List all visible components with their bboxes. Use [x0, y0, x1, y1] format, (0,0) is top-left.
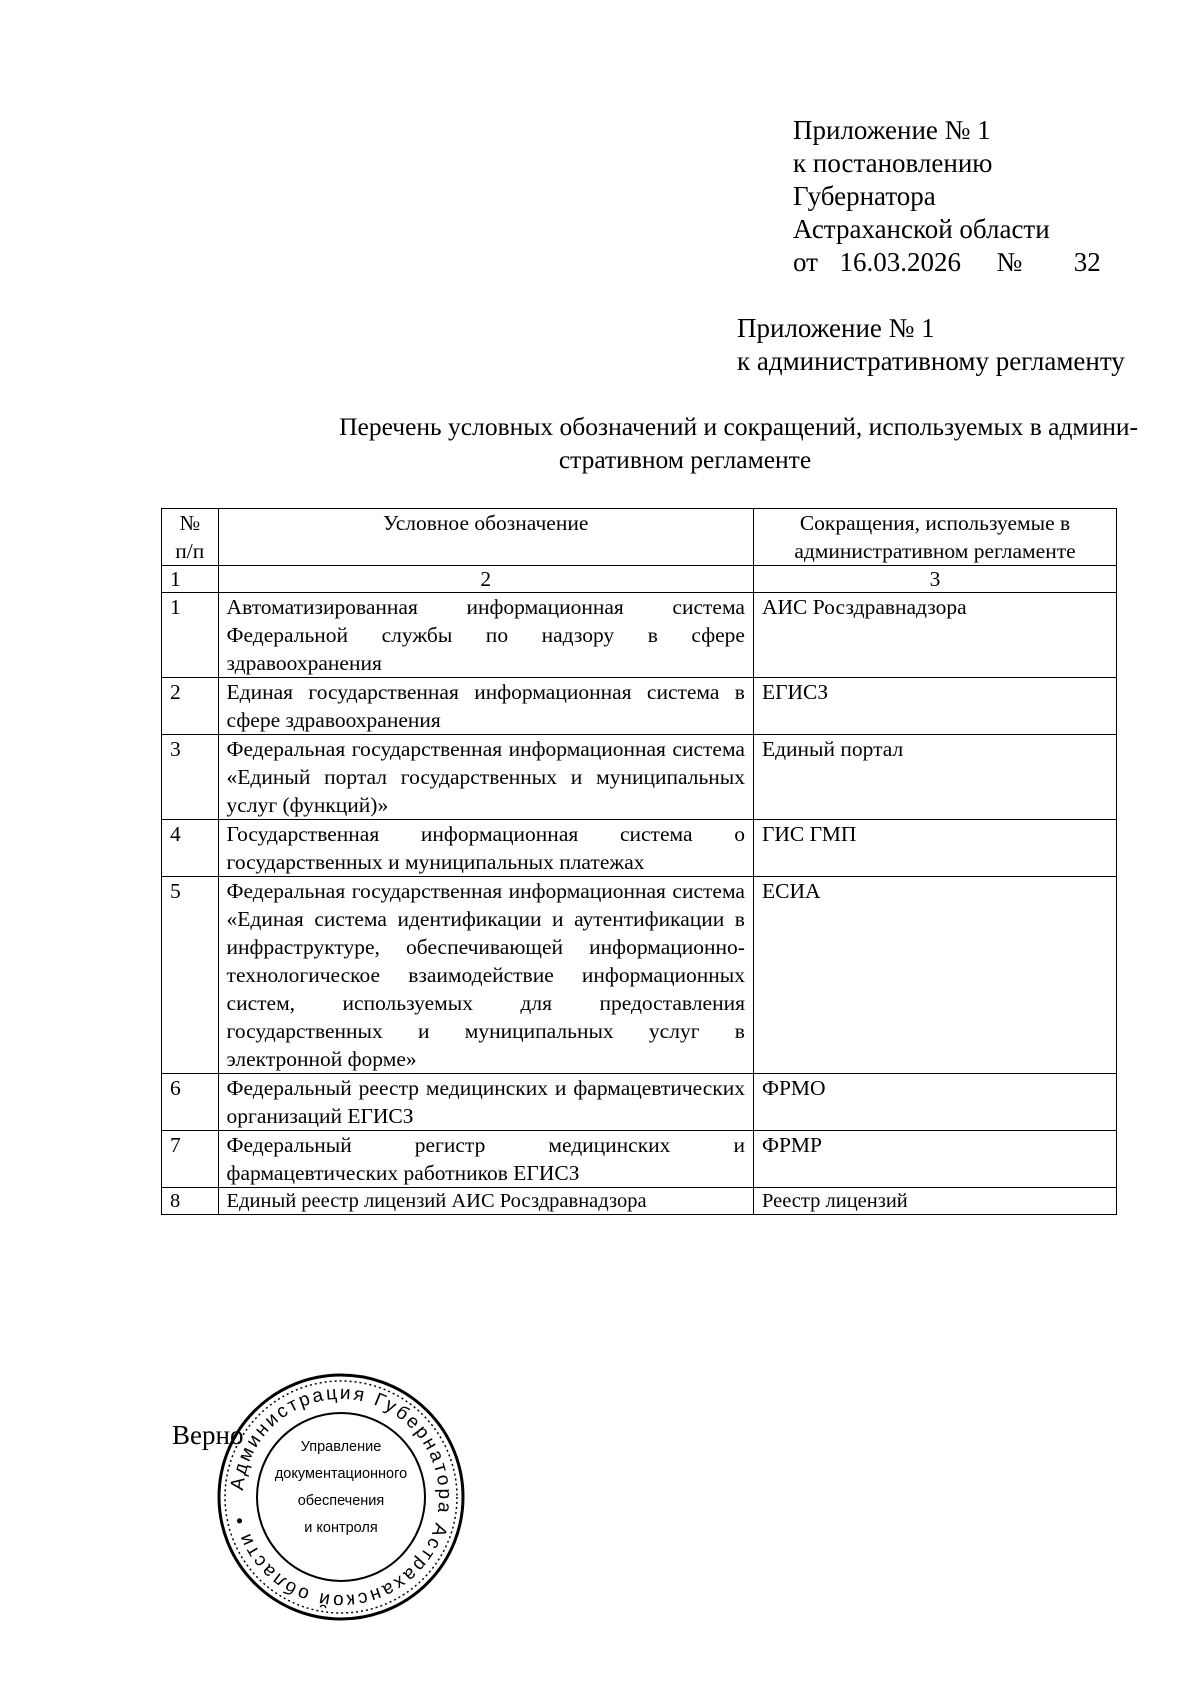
- regulation-line-1: Приложение № 1: [737, 313, 935, 343]
- date-prefix: от: [793, 247, 818, 277]
- decree-date: 16.03.2026: [839, 247, 961, 277]
- table-row: [162, 678, 1117, 735]
- row-abbreviation: Единый портал: [753, 735, 1116, 820]
- header-designation: Условное обозначение: [218, 509, 753, 566]
- row-designation: Единый реестр лицензий АИС Росздравнадзора: [218, 1188, 753, 1215]
- row-num: 5: [162, 877, 219, 1074]
- row-designation: Федеральная государственная информационная система «Единая система идентификации и аутентификации в инфраструктуре, обеспечивающей информационно-технологическое взаимодействие информационных систем, используемых для предоставления государственных и муниципальных услуг в электронной форме»: [218, 877, 753, 1074]
- official-seal: [216, 1372, 466, 1622]
- row-designation: Единая государственная информационная система в сфере здравоохранения: [218, 678, 753, 735]
- col-index-2: 2: [218, 566, 753, 593]
- decree-number: 32: [1073, 247, 1101, 277]
- row-designation: Государственная информационная система о государственных и муниципальных платежах: [218, 820, 753, 877]
- col-index-1: 1: [162, 566, 219, 593]
- verno-label: Верно: [172, 1420, 244, 1450]
- table-row: [162, 735, 1117, 820]
- column-index-row: [162, 566, 1117, 593]
- row-num: 2: [162, 678, 219, 735]
- col-index-3: 3: [753, 566, 1116, 593]
- appendix-line-3: Губернатора: [793, 181, 936, 211]
- table-row: [162, 820, 1117, 877]
- seal-center-text: [261, 1434, 421, 1542]
- row-abbreviation: Реестр лицензий: [753, 1188, 1116, 1215]
- seal-line-4: и контроля: [304, 1520, 378, 1536]
- row-designation: Федеральный реестр медицинских и фармацевтических организаций ЕГИСЗ: [218, 1074, 753, 1131]
- row-designation: Федеральная государственная информационная система «Единый портал государственных и муниципальных услуг (функций)»: [218, 735, 753, 820]
- row-num: 6: [162, 1074, 219, 1131]
- row-num: 7: [162, 1131, 219, 1188]
- number-sign: №: [996, 247, 1023, 277]
- table-row: [162, 593, 1117, 678]
- seal-line-1: Управление: [300, 1439, 382, 1455]
- appendix-line-1: Приложение № 1: [793, 115, 991, 145]
- regulation-header: [737, 312, 1125, 378]
- row-abbreviation: ФРМР: [753, 1131, 1116, 1188]
- row-abbreviation: ФРМО: [753, 1074, 1116, 1131]
- appendix-header: [793, 114, 1101, 279]
- row-num: 3: [162, 735, 219, 820]
- title-line-2: стративном регламенте: [558, 445, 812, 474]
- header-num: № п/п: [162, 509, 219, 566]
- table-row: [162, 1131, 1117, 1188]
- table-header-row: [162, 509, 1117, 566]
- row-designation: Автоматизированная информационная система Федеральной службы по надзору в сфере здравоохранения: [218, 593, 753, 678]
- regulation-line-2: к административному регламенту: [737, 346, 1125, 376]
- header-abbreviation: Сокращения, используемые в административном регламенте: [753, 509, 1116, 566]
- title-line-1: Перечень условных обозначений и сокращений, используемых в админи-: [339, 412, 1138, 441]
- row-abbreviation: ЕГИСЗ: [753, 678, 1116, 735]
- appendix-date-line: [793, 246, 1101, 279]
- table-row: [162, 1188, 1117, 1215]
- seal-ring-text: Администрация Губернатора Астраханской области •: [227, 1382, 456, 1612]
- seal-line-3: обеспечения: [297, 1493, 385, 1509]
- row-num: 4: [162, 820, 219, 877]
- row-designation: Федеральный регистр медицинских и фармацевтических работников ЕГИСЗ: [218, 1131, 753, 1188]
- row-abbreviation: АИС Росздравнадзора: [753, 593, 1116, 678]
- row-abbreviation: ГИС ГМП: [753, 820, 1116, 877]
- document-title: [230, 410, 1150, 476]
- row-num: 1: [162, 593, 219, 678]
- abbreviations-table: [161, 508, 1117, 1215]
- appendix-line-2: к постановлению: [793, 148, 993, 178]
- table-row: [162, 877, 1117, 1074]
- row-num: 8: [162, 1188, 219, 1215]
- table-row: [162, 1074, 1117, 1131]
- seal-line-2: документационного: [274, 1466, 408, 1482]
- appendix-line-4: Астраханской области: [793, 214, 1050, 244]
- row-abbreviation: ЕСИА: [753, 877, 1116, 1074]
